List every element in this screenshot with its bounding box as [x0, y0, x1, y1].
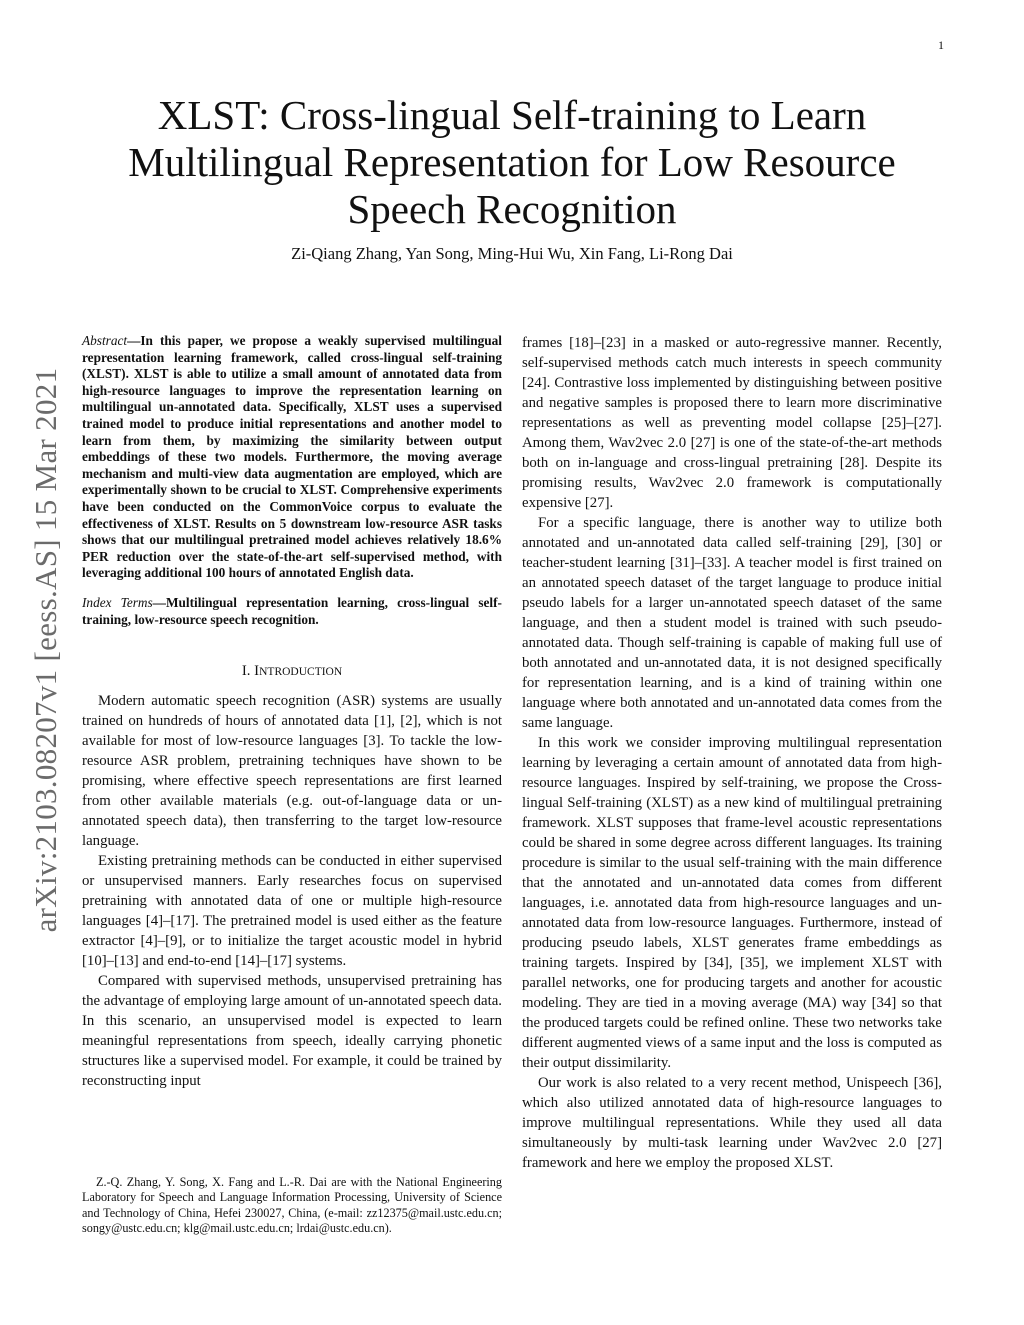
body-paragraph: In this work we consider improving multilingual representation learning by leveraging a certain amount of annotated data from high-resource languages. Inspired by self-training, we propose the Cross-lingual Self-training (XLST) as a new kind of multilingual pretraining framework. XLST supposes that frame-level acoustic representations could be shared in some degree across different languages. Its training procedure is similar to the usual self-training with the main difference that the annotated and un-annotated data comes from different languages, i.e. annotated data from high-resource languages and un-annotated data from low-resource languages. Furthermore, instead of producing pseudo labels, XLST generates frame embeddings as training targets. Inspired by [34], [35], we implement XLST with parallel networks, one for producing targets and another for acoustic modeling. They are tied in a moving average (MA) way [34] so that the produced targets could be refined online. These two networks take different augmented views of a same input and the loss is computed as their output dissimilarity.	[522, 735, 942, 1071]
body-paragraph: For a specific language, there is another way to utilize both annotated and un-annotated data called self-training [29], [30] or teacher-student learning [31]–[33]. A teacher model is first trained on an annotated speech dataset of the target language to produce initial pseudo labels for a larger un-annotated speech dataset of the same language, and then a student model is trained with such pseudo-annotated data. Though self-training is capable of making full use of both annotated and un-annotated data, it is not designed specifically for representation learning, and is a kind of training within one language where both annotated and un-annotated data comes from the same language.	[522, 515, 942, 731]
abstract-label: Abstract	[82, 333, 128, 348]
arxiv-identifier: arXiv:2103.08207v1 [eess.AS] 15 Mar 2021	[28, 367, 63, 933]
section-numeral: I.	[241, 663, 251, 680]
section-title-rest: NTRODUCTION	[259, 666, 343, 679]
arxiv-sidebar	[26, 340, 66, 960]
index-terms-text: Multilingual representation learning, cross-lingual self-training, low-resource speech recognition.	[82, 594, 502, 627]
abstract: Abstract—In this paper, we propose a weakly supervised multilingual representation learning framework, called cross-lingual self-training (XLST). XLST is able to utilize a small amount of annotated data from high-resource languages to improve the representation learning on multilingual un-annotated data. Specifically, XLST uses a supervised trained model to produce initial representations and another model to learn from them, by maximizing the similarity between output embeddings of these two models. Furthermore, the moving average mechanism and multi-view data augmentation are employed, which are experimentally shown to be crucial to XLST. Comprehensive experiments have been conducted on the CommonVoice corpus to evaluate the effectiveness of XLST. Results on 5 downstream low-resource ASR tasks shows that our multilingual pretrained model achieves relatively 18.6% PER reduction over the state-of-the-art self-supervised method, with leveraging additional 100 hours of annotated English data.	[82, 333, 502, 581]
paper-title	[100, 92, 924, 233]
author-list: Zi-Qiang Zhang, Yan Song, Ming-Hui Wu, Xin Fang, Li-Rong Dai	[291, 244, 733, 263]
title-line: XLST: Cross-lingual Self-training to Learn	[157, 92, 867, 138]
right-column	[522, 333, 942, 1173]
body-paragraph: Existing pretraining methods can be conducted in either supervised or unsupervised manners. Early researches focus on supervised pretraining with annotated data of one or multiple high-resource languages [4]–[17]. The pretrained model is used either as the feature extractor [4]–[9], or to initialize the target acoustic model in hybrid [10]–[13] and end-to-end [14]–[17] systems.	[82, 853, 502, 970]
body-paragraph: Our work is also related to a very recent method, Unispeech [36], which also utilized annotated data of high-resource languages to improve multilingual representations. While they used all data simultaneously by multi-task learning under Wav2vec 2.0 [27] framework and here we employ the proposed XLST.	[522, 1075, 942, 1171]
body-paragraph: Modern automatic speech recognition (ASR) systems are usually trained on hundreds of hours of annotated data [1], [2], which is not available for most of low-resource languages [3]. To tackle the low-resource ASR problem, pretraining techniques have shown to be promising, where effective speech representations are first learned from other available materials (e.g. out-of-language data or un-annotated speech data), then transferring to the target low-resource language.	[82, 693, 502, 850]
section-initial: I	[254, 663, 260, 680]
abstract-text: In this paper, we propose a weakly supervised multilingual representation learning framework, called cross-lingual self-training (XLST). XLST is able to utilize a small amount of annotated data from high-resource languages to improve the representation learning on multilingual un-annotated data. Specifically, XLST uses a supervised trained model to produce initial representations and another model to learn from them, by maximizing the similarity between output embeddings of these two models. Furthermore, the moving average mechanism and multi-view data augmentation are employed, which are experimentally shown to be crucial to XLST. Comprehensive experiments have been conducted on the CommonVoice corpus to evaluate the effectiveness of XLST. Results on 5 downstream low-resource ASR tasks shows that our multilingual pretrained model achieves relatively 18.6% PER reduction over the state-of-the-art self-supervised method, with leveraging additional 100 hours of annotated English data.	[82, 333, 502, 581]
body-paragraph: Compared with supervised methods, unsupervised pretraining has the advantage of employing large amount of un-annotated speech data. In this scenario, an unsupervised model is expected to learn meaningful representations from speech, ideally carrying phonetic structures like a supervised model. For example, it could be trained by reconstructing input	[82, 973, 502, 1090]
title-line: Speech Recognition	[347, 186, 677, 232]
title-line: Multilingual Representation for Low Resource	[128, 139, 896, 185]
index-terms-label: Index Terms	[82, 594, 153, 610]
body-paragraph: frames [18]–[23] in a masked or auto-regressive manner. Recently, self-supervised methods catch much interests in speech community [24]. Contrastive loss implemented by distinguishing between positive and negative samples is proposed there to learn more discriminative representations as well as preventing model collapse [25]–[27]. Among them, Wav2vec 2.0 [27] is one of the state-of-the-art methods both on in-language and cross-lingual pretraining [28]. Despite its promising results, Wav2vec 2.0 framework is computationally expensive [27].	[522, 335, 942, 511]
author-affiliation-footnote: Z.-Q. Zhang, Y. Song, X. Fang and L.-R. Dai are with the National Engineering Laboratory for Speech and Language Information Processing, University of Science and Technology of China, Hefei 230027, China, (e-mail: zz12375@mail.ustc.edu.cn; songy@ustc.edu.cn; klg@mail.ustc.edu.cn; lrdai@ustc.edu.cn).	[82, 1175, 502, 1235]
section-heading-introduction	[82, 661, 502, 682]
left-column	[82, 333, 502, 1091]
index-terms: Index Terms—Multilingual representation learning, cross-lingual self-training, low-resource speech recognition.	[82, 594, 502, 627]
page-number: 1	[938, 38, 944, 52]
